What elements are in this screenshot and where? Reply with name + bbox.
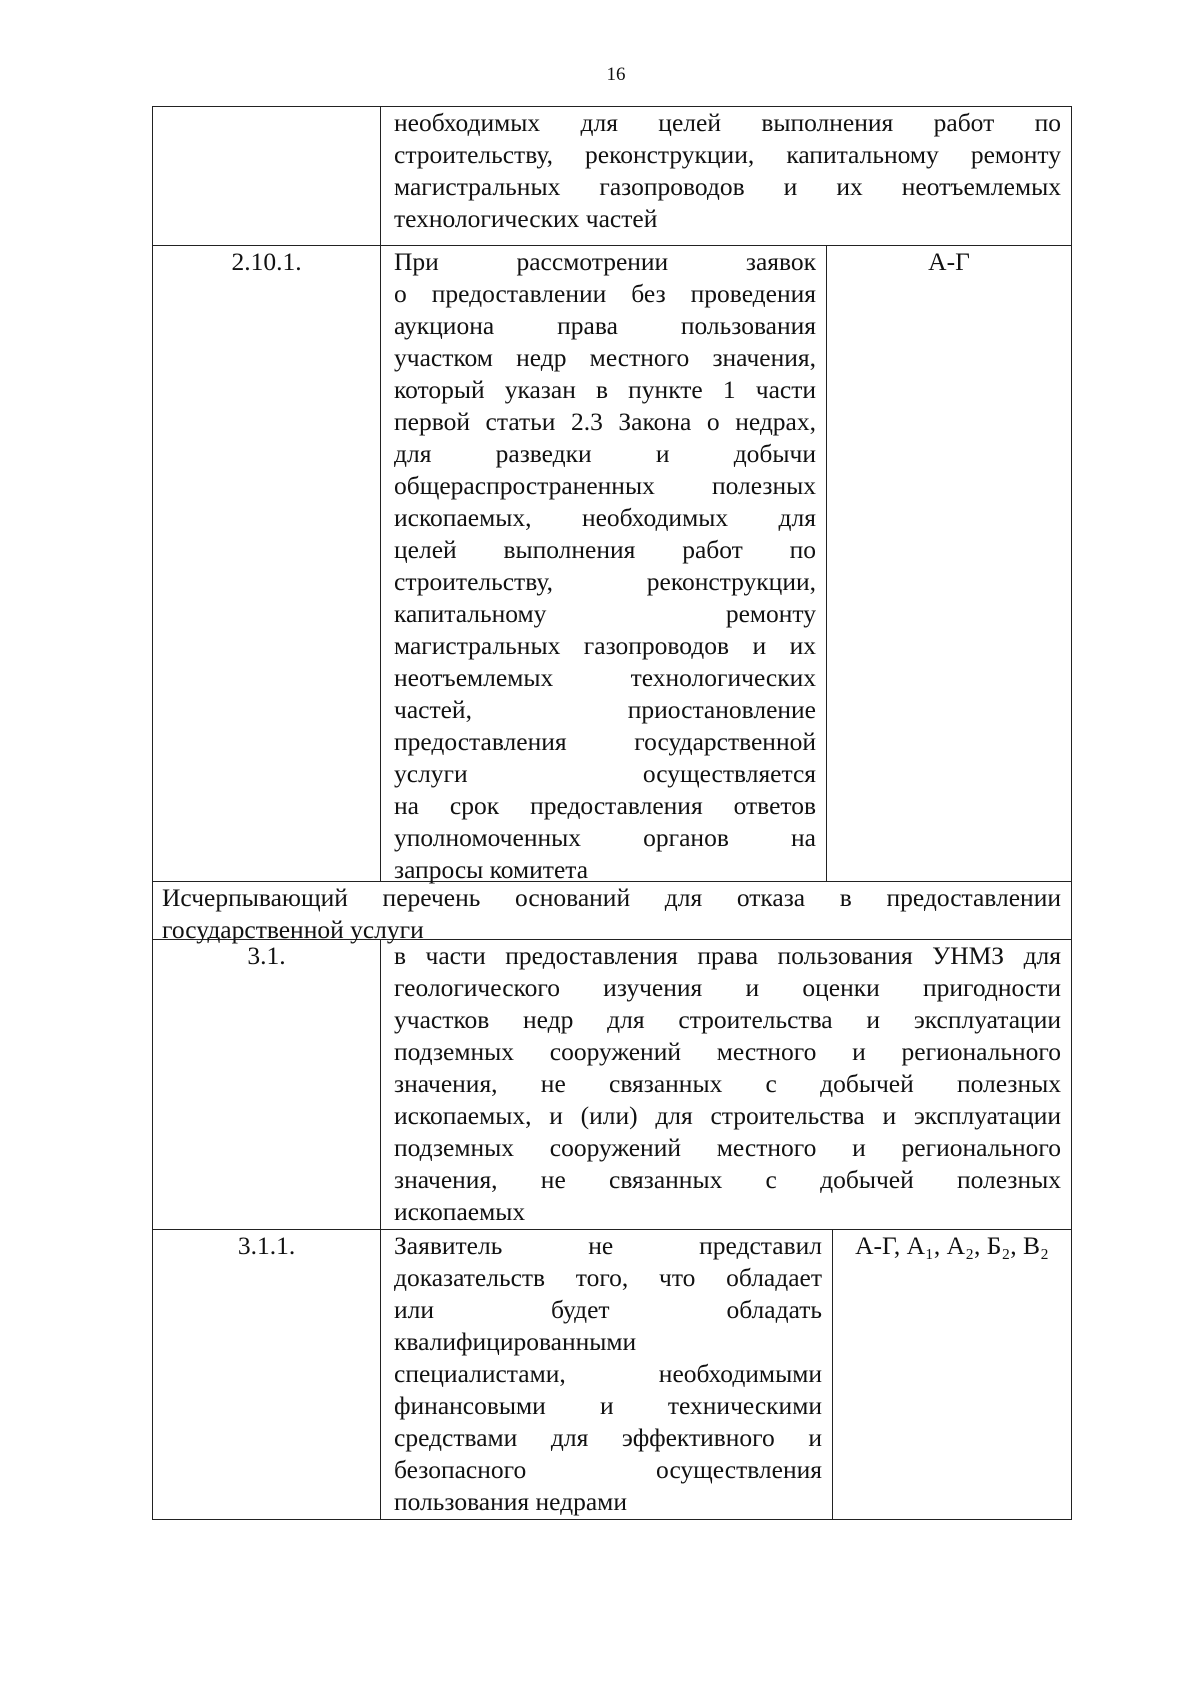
text-line: о предоставлении без проведения (394, 279, 816, 308)
text-line: предоставления государственной (394, 727, 816, 756)
text-line: При рассмотрении заявок (394, 247, 816, 276)
text-line: который указан в пункте 1 части (394, 375, 816, 404)
text-line: первой статьи 2.3 Закона о недрах, (394, 407, 816, 436)
row-code-cell: А-Г, А₁, А₂, Б₂, В₂ (855, 1231, 1049, 1260)
text-line: общераспространенных полезных (394, 471, 816, 500)
row-description-cell (381, 1230, 833, 1519)
row-number-cell: 2.10.1. (153, 246, 381, 881)
text-line: государственной услуги (162, 915, 424, 944)
text-line: необходимых для целей выполнения работ по (394, 108, 1061, 137)
text-line: неотъемлемых технологических (394, 663, 816, 692)
text-line: ископаемых, и (или) для строительства и эксплуатации (394, 1101, 1061, 1130)
text-line: участков недр для строительства и эксплуатации (394, 1005, 1061, 1034)
row-description-cell (381, 246, 827, 884)
text-line: геологического изучения и оценки пригодности (394, 973, 1061, 1002)
text-line: подземных сооружений местного и регионального (394, 1037, 1061, 1066)
text-line: финансовыми и техническими (394, 1391, 822, 1420)
text-line: Заявитель не представил (394, 1231, 822, 1260)
text-line: для разведки и добычи (394, 439, 816, 468)
text-line: услуги осуществляется (394, 759, 816, 788)
text-line: Исчерпывающий перечень оснований для отказа в предоставлении (162, 883, 1061, 912)
row-number-cell: 3.1. (153, 940, 381, 1229)
text-line: технологических частей (394, 204, 658, 233)
text-line: подземных сооружений местного и регионального (394, 1133, 1061, 1162)
text-line: или будет обладать (394, 1295, 822, 1324)
text-line: целей выполнения работ по (394, 535, 816, 564)
table-row-2-10-1 (153, 245, 1071, 884)
table-section-header (153, 881, 1071, 944)
text-line: запросы комитета (394, 855, 589, 884)
text-line: пользования недрами (394, 1487, 627, 1516)
text-line: магистральных газопроводов и их (394, 631, 816, 660)
row-description-cell (381, 107, 1071, 245)
document-table (152, 106, 1072, 1520)
table-row-continuation (153, 107, 1071, 245)
row-description-cell (381, 940, 1071, 1229)
row-number-cell: 3.1.1. (153, 1230, 381, 1519)
table-row-3-1-1 (153, 1229, 1071, 1519)
text-line: строительству, реконструкции, капитальному ремонту (394, 140, 1061, 169)
text-line: значения, не связанных с добычей полезных (394, 1165, 1061, 1194)
page-number: 16 (606, 64, 626, 85)
text-line: участком недр местного значения, (394, 343, 816, 372)
text-line: капитальному ремонту (394, 599, 816, 628)
text-line: в части предоставления права пользования УНМЗ для (394, 941, 1061, 970)
text-line: аукциона права пользования (394, 311, 816, 340)
text-line: безопасного осуществления (394, 1455, 822, 1484)
row-number-cell (153, 107, 381, 245)
text-line: квалифицированными (394, 1327, 637, 1356)
text-line: магистральных газопроводов и их неотъемлемых (394, 172, 1061, 201)
text-line: на срок предоставления ответов (394, 791, 816, 820)
table-row-3-1 (153, 939, 1071, 1229)
section-header-cell (153, 882, 1071, 944)
text-line: специалистами, необходимыми (394, 1359, 822, 1388)
text-line: строительству, реконструкции, (394, 567, 816, 596)
text-line: доказательств того, что обладает (394, 1263, 822, 1292)
text-line: частей, приостановление (394, 695, 816, 724)
text-line: средствами для эффективного и (394, 1423, 822, 1452)
text-line: уполномоченных органов на (394, 823, 816, 852)
text-line: ископаемых (394, 1197, 526, 1226)
row-code-cell: А-Г (928, 247, 970, 276)
text-line: значения, не связанных с добычей полезных (394, 1069, 1061, 1098)
text-line: ископаемых, необходимых для (394, 503, 816, 532)
